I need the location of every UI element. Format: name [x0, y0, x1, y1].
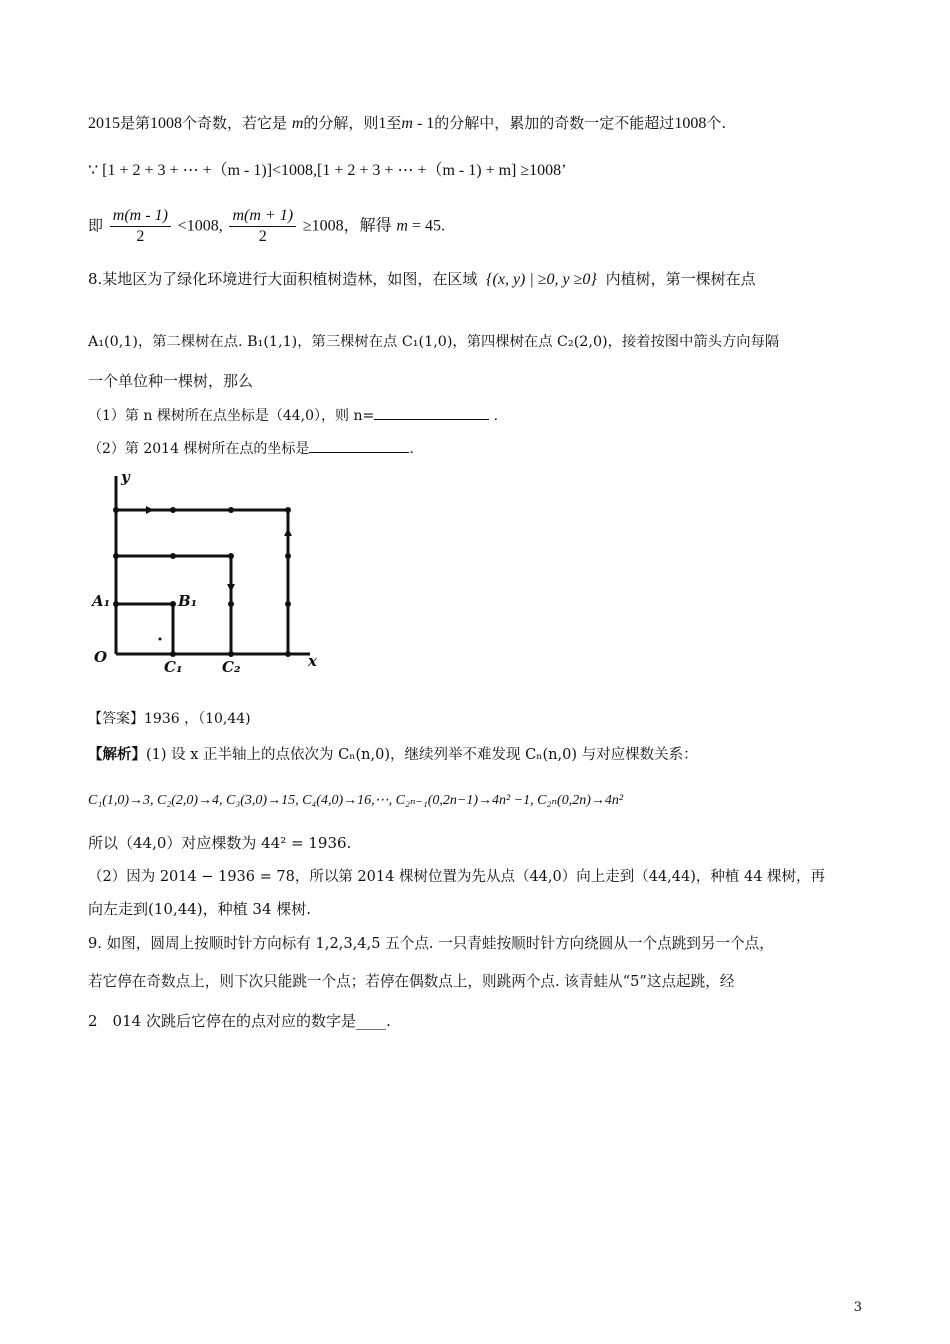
fraction-1: $\frac{m(m - 1)}{2}$ [110, 206, 171, 247]
origin-label: O [94, 648, 108, 666]
tree-planting-figure [88, 466, 328, 676]
q8-part-1: （1）第 n 棵树所在点坐标是（44,0），则 n= . [88, 405, 498, 427]
x-label: x [308, 652, 317, 670]
q9-line-1: 9. 如图，圆周上按顺时针方向标有 1,2,3,4,5 五个点. 一只青蛙按顺时针方向绕圆从一个点跳到另一个点， [88, 935, 774, 952]
q8-line-1: 8.某地区为了绿化环境进行大面积植树造林，如图，在区域 {(x, y) | ≥0, y ≥0} 内植树，第一棵树在点 [88, 270, 756, 288]
c2-label: C₂ [222, 658, 241, 676]
arrow-outer-right [284, 528, 292, 536]
q8-part-2: （2）第 2014 棵树所在点的坐标是 . [88, 438, 414, 460]
b1-label: B₁ [178, 592, 198, 610]
analysis-line-2: C₁(1,0)→3, C₂(2,0)→4, C₃(3,0)→15, C₄(4,0)→16,⋯, C₂ₙ₋₁(0,2n−1)→4n² −1, C₂ₙ(0,2n)→4n² [88, 793, 624, 808]
analysis-line-1: 【解析】(1) 设 x 正半轴上的点依次为 Cₙ(n,0)，继续列举不难发现 Cₙ(n,0) 与对应棵数关系： [88, 746, 698, 763]
c1-label: C₁ [164, 658, 183, 676]
y-label: y [121, 468, 130, 486]
analysis-line-3: 所以（44,0）对应棵数为 44² = 1936. [88, 834, 352, 852]
analysis-line-5: 向左走到(10,44)，种植 34 棵树. [88, 900, 312, 918]
arrow-mid-right [227, 584, 235, 592]
page-number: 3 [853, 1300, 862, 1315]
a1-label: A₁ [92, 592, 111, 610]
analysis-line-4: （2）因为 2014 − 1936 = 78，所以第 2014 棵树位置为先从点（44,0）向上走到（44,44)，种植 44 棵树，再 [88, 869, 826, 885]
q8-line-2: A₁(0,1)，第二棵树在点. B₁(1,1)，第三棵树在点 C₁(1,0)，第四棵树在点 C₂(2,0)，接着按图中箭头方向每隔 [88, 334, 780, 350]
arrow-outer-top [146, 506, 154, 514]
text-line-3: 即 $\frac{m(m - 1)}{2}$ <1008, $\frac{m(m + 1)}{2}$ ≥1008，解得 m = 45. [88, 207, 445, 245]
answer-blank-1 [374, 405, 489, 420]
q8-line-3: 一个单位种一棵树，那么 [88, 372, 254, 390]
answer-line: 【答案】1936 ，（10,44) [88, 711, 251, 727]
answer-blank-2 [309, 438, 409, 453]
q9-line-2: 若它停在奇数点上，则下次只能跳一个点；若停在偶数点上，则跳两个点. 该青蛙从“5”这点起跳，经 [88, 973, 735, 990]
text-line-2: ∵ [1 + 2 + 3 + ⋯ +（m - 1)]<1008,[1 + 2 + 3 + ⋯ +（m - 1) + m] ≥1008’ [88, 162, 567, 179]
q9-line-3: 2 014 次跳后它停在的点对应的数字是____. [88, 1012, 391, 1030]
text-line-1: 2015是第1008个奇数，若它是 m的分解，则1至m - 1的分解中，累加的奇数一定不能超过1008个. [88, 114, 727, 132]
fraction-2: $\frac{m(m + 1)}{2}$ [229, 206, 296, 247]
